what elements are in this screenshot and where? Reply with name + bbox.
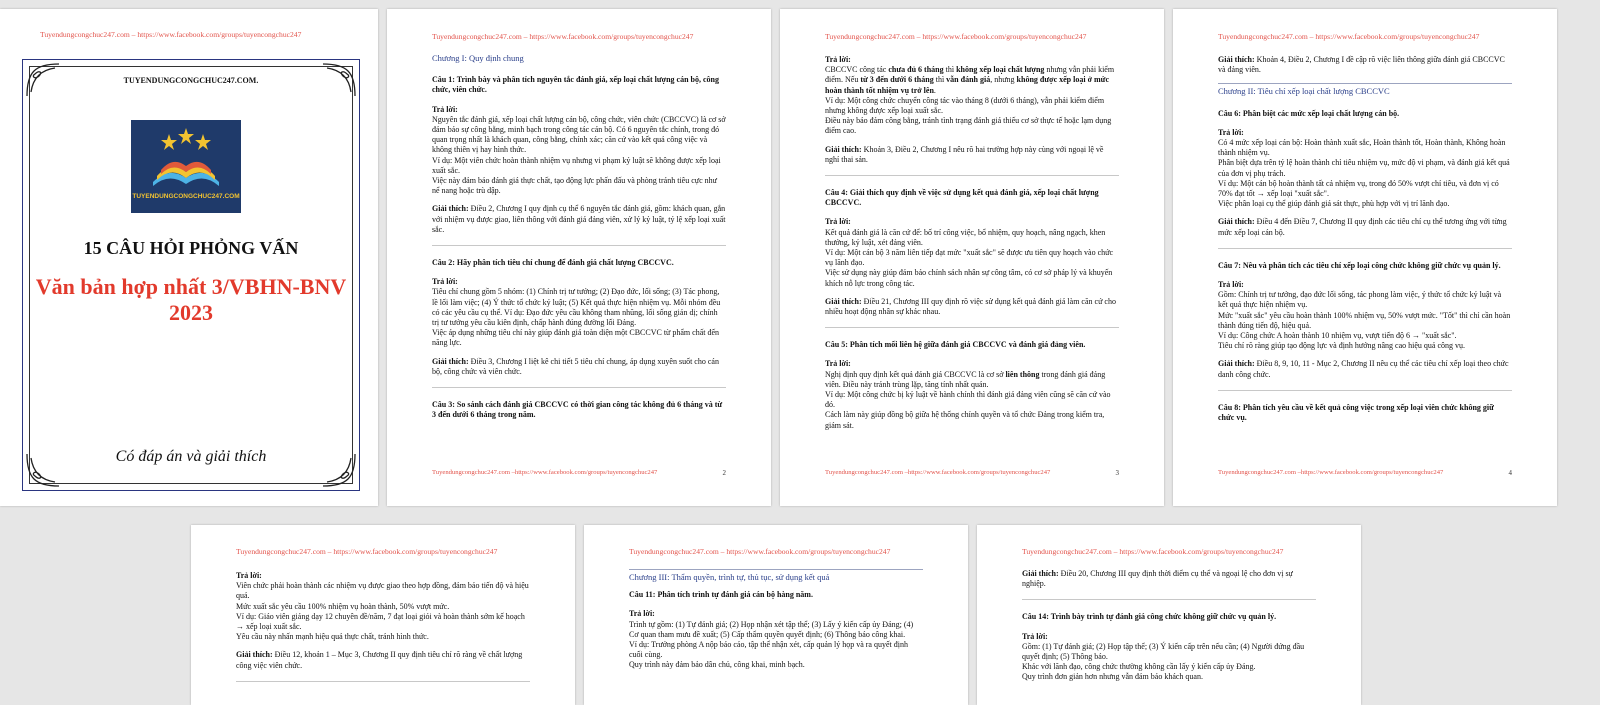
question-11: Câu 11: Phân tích trình tự đánh giá cán bộ hàng năm. <box>629 590 813 600</box>
explanation: Giải thích: Khoản 3, Điều 2, Chương I nêu rõ hai trường hợp này cùng với ngoại lệ về nghỉ thai sản. <box>825 144 1104 164</box>
answer-text: Nghị định quy định kết quả đánh giá CBCCVC là cơ sở liên thông trong đánh giá đảng viên. Điều này tránh trùng lặp, tăng tính nhất quán. Ví dụ: Một công chức bị kỷ luật về hành chính thì đánh giá đảng viên cũng sẽ căn cứ vào đó. Cách làm này giúp đồng bộ giữa hệ thống chính quyền và tổ chức Đảng trong kiểm tra, giám sát. <box>825 369 1111 430</box>
answer-text: Tiêu chí chung gồm 5 nhóm: (1) Chính trị tư tưởng; (2) Đạo đức, lối sống; (3) Tác phong, lề lối làm việc; (4) Ý thức tổ chức kỷ luật; (5) Kết quả thực hiện nhiệm vụ. Mỗi nhóm đều có các yêu cầu cụ thể. Ví dụ: Đạo đức yêu cầu không tham nhũng, lối sống giản dị; chính trị tư tưởng yêu cầu kiên định, chấp hành đúng đường lối Đảng. Việc áp dụng những tiêu chí này giúp đánh giá toàn diện một CBCCVC từ phẩm chất đến năng lực. <box>432 287 721 348</box>
cover-site-name: TUYENDUNGCONGCHUC247.COM. <box>123 76 259 85</box>
cover-title: 15 CÂU HỎI PHỎNG VẤN <box>83 238 299 258</box>
explanation: Giải thích: Điều 20, Chương III quy định thời điểm cụ thể và ngoại lệ cho đơn vị sự nghiệp. <box>1022 569 1293 589</box>
answer-label: Trả lời: <box>629 609 655 619</box>
answer-text: Nguyên tắc đánh giá, xếp loại chất lượng cán bộ, công chức, viên chức (CBCCVC) là cơ sở đảm bảo sự công bằng, minh bạch trong công tác cán bộ. Có 6 nguyên tắc chính, trong đó quan trọng nhất là khách quan, công bằng, chính xác; căn cứ vào kết quả công việc và không thiên vị hay hình thức. Ví dụ: Một viên chức hoàn thành nhiệm vụ nhưng vi phạm kỷ luật sẽ không được xếp loại xuất sắc. Việc này đảm bảo đánh giá thực chất, tạo động lực phấn đấu và phòng tránh tiêu cực như nể nang hoặc trù dập. <box>432 114 726 196</box>
page-body <box>825 55 1119 439</box>
answer-text: Kết quả đánh giá là căn cứ để: bố trí công việc, bổ nhiệm, quy hoạch, nâng ngạch, khen thưởng, kỷ luật, xét đảng viên. Ví dụ: Một cán bộ 3 năm liên tiếp đạt mức "xuất sắc" sẽ được ưu tiên quy hoạch vào chức vụ lãnh đạo. Việc sử dụng này giúp đảm bảo chính sách nhân sự công tâm, có cơ sở pháp lý và khuyến khích nỗ lực trong công tác. <box>825 227 1114 288</box>
explanation: Giải thích: Điều 2, Chương I quy định cụ thể 6 nguyên tắc đánh giá, gồm: khách quan, gắn với nhiệm vụ được giao, liên thông với đánh giá đảng viên, xử lý kỷ luật, tỷ lệ xếp loại xuất sắc. <box>432 204 726 234</box>
answer-label: Trả lời: <box>1218 127 1244 137</box>
document-page-3[interactable] <box>780 9 1164 506</box>
page-body <box>432 53 726 429</box>
answer-text: Có 4 mức xếp loại cán bộ: Hoàn thành xuất sắc, Hoàn thành tốt, Hoàn thành, Không hoàn thành nhiệm vụ. Phân biệt dựa trên tỷ lệ hoàn thành chỉ tiêu nhiệm vụ, mức độ vi phạm, và đánh giá kết quả của đơn vị phụ trách. Ví dụ: Một cán bộ hoàn thành tất cả nhiệm vụ, trong đó 50% vượt chỉ tiêu, và đơn vị có 70% đạt tốt → xếp loại "xuất sắc". Việc phân loại cụ thể giúp đánh giá sát thực, phù hợp với vị trí lãnh đạo. <box>1218 138 1510 209</box>
page-body <box>1022 569 1316 691</box>
question-2: Câu 2: Hãy phân tích tiêu chí chung để đánh giá chất lượng CBCCVC. <box>432 258 674 268</box>
divider <box>432 387 726 388</box>
document-page-2[interactable] <box>387 9 771 506</box>
page-header: Tuyendungcongchuc247.com – https://www.facebook.com/groups/tuyencongchuc247 <box>825 32 1087 41</box>
cover-tagline: Có đáp án và giải thích <box>115 448 267 465</box>
question-5: Câu 5: Phân tích mối liên hệ giữa đánh giá CBCCVC và đánh giá đảng viên. <box>825 340 1086 350</box>
document-page-5[interactable] <box>191 525 575 705</box>
page-number: 2 <box>722 469 726 477</box>
explanation: Giải thích: Điều 21, Chương III quy định rõ việc sử dụng kết quả đánh giá làm căn cứ cho nhiều hoạt động nhân sự khác nhau. <box>825 296 1116 317</box>
answer-label: Trả lời: <box>236 571 262 580</box>
page-body <box>236 571 530 694</box>
page-header: Tuyendungcongchuc247.com – https://www.facebook.com/groups/tuyencongchuc247 <box>40 30 302 39</box>
document-page-4[interactable] <box>1173 9 1557 506</box>
book-logo-icon <box>131 120 241 213</box>
answer-text: Gồm: Chính trị tư tưởng, đạo đức lối sống, tác phong làm việc, ý thức tổ chức kỷ luật và kết quả thực hiện nhiệm vụ. Mức "xuất sắc" yêu cầu hoàn thành 100% nhiệm vụ, 50% vượt mức. "Tốt" thì chỉ cần hoàn thành đúng tiến độ, hiệu quả. Ví dụ: Công chức A hoàn thành 10 nhiệm vụ, vượt tiến độ 6 → "xuất sắc". Tiêu chí rõ ràng giúp tạo động lực và định hướng nâng cao hiệu quả công vụ. <box>1218 290 1511 351</box>
answer-text: CBCCVC công tác chưa đủ 6 tháng thì không xếp loại chất lượng nhưng vẫn phải kiểm điểm. Nếu từ 3 đến dưới 6 tháng thì vẫn đánh giá, nhưng không được xếp loại ở mức hoàn thành tốt nhiệm vụ trở lên. Ví dụ: Một công chức chuyển công tác vào tháng 8 (dưới 6 tháng), vẫn phải kiểm điểm nhưng không được xếp loại xuất sắc. Điều này bảo đảm công bằng, tránh tình trạng đánh giá thiếu cơ sở thực tế hoặc lạm dụng điểm cao. <box>825 65 1115 136</box>
page-header: Tuyendungcongchuc247.com – https://www.facebook.com/groups/tuyencongchuc247 <box>236 547 498 556</box>
page-body <box>629 569 923 679</box>
divider <box>825 327 1119 328</box>
explanation: Giải thích: Điều 8, 9, 10, 11 - Mục 2, Chương II nêu cụ thể các tiêu chí xếp loại theo chức danh công chức. <box>1218 359 1509 379</box>
answer-text: Viên chức phải hoàn thành các nhiệm vụ được giao theo hợp đồng, đảm bảo tiến độ và hiệu quả. Mức xuất sắc yêu cầu 100% nhiệm vụ hoàn thành, 50% vượt mức. Ví dụ: Giáo viên giảng dạy 12 chuyên đề/năm, 7 đạt loại giỏi và hoàn thành sớm kế hoạch → xếp loại xuất sắc. Yêu cầu này nhấn mạnh hiệu quả thực chất, tránh hình thức. <box>236 581 529 642</box>
chapter-heading: Chương I: Quy định chung <box>432 53 524 63</box>
question-3: Câu 3: So sánh cách đánh giá CBCCVC có thời gian công tác không đủ 6 tháng và từ 3 đến dưới 6 tháng trong năm. <box>432 400 723 420</box>
question-7: Câu 7: Nêu và phân tích các tiêu chí xếp loại công chức không giữ chức vụ quản lý. <box>1218 260 1501 270</box>
page-header: Tuyendungcongchuc247.com – https://www.facebook.com/groups/tuyencongchuc247 <box>432 32 694 41</box>
answer-text: Gồm: (1) Tự đánh giá; (2) Họp tập thể; (3) Ý kiến cấp trên nếu cần; (4) Người đứng đầu quyết định; (5) Thông báo. Khác với lãnh đạo, công chức thường không cần lấy ý kiến cấp ủy Đảng. Quy trình đơn giản hơn nhưng vẫn đảm bảo khách quan. <box>1022 641 1305 682</box>
answer-label: Trả lời: <box>1022 631 1048 641</box>
explanation: Giải thích: Điều 3, Chương I liệt kê chi tiết 5 tiêu chí chung, áp dụng xuyên suốt cho cán bộ, công chức và viên chức. <box>432 356 719 376</box>
chapter-heading: Chương III: Thẩm quyền, trình tự, thủ tục, sử dụng kết quả <box>629 569 923 582</box>
page-number: 4 <box>1508 469 1512 477</box>
question-6: Câu 6: Phân biệt các mức xếp loại chất lượng cán bộ. <box>1218 108 1400 118</box>
question-4: Câu 4: Giải thích quy định về việc sử dụng kết quả đánh giá, xếp loại chất lượng CBCCVC. <box>825 188 1099 208</box>
explanation: Giải thích: Khoản 4, Điều 2, Chương I đề cập rõ việc liên thông giữa đánh giá CBCCVC và đảng viên. <box>1218 55 1505 75</box>
question-1: Câu 1: Trình bày và phân tích nguyên tắc đánh giá, xếp loại chất lượng cán bộ, công chức, viên chức. <box>432 75 719 95</box>
divider <box>236 681 530 682</box>
answer-label: Trả lời: <box>825 359 851 369</box>
divider <box>825 175 1119 176</box>
page-header: Tuyendungcongchuc247.com – https://www.facebook.com/groups/tuyencongchuc247 <box>629 547 891 556</box>
document-page-1[interactable] <box>0 9 378 506</box>
page-number: 3 <box>1115 469 1119 477</box>
answer-label: Trả lời: <box>825 217 851 227</box>
divider <box>432 245 726 246</box>
question-8: Câu 8: Phân tích yêu cầu về kết quả công việc trong xếp loại viên chức không giữ chức vụ. <box>1218 402 1494 423</box>
divider <box>1218 248 1512 249</box>
answer-label: Trả lời: <box>825 55 851 64</box>
answer-label: Trả lời: <box>432 277 458 287</box>
cover-subtitle: Văn bản hợp nhất 3/VBHN-BNV 2023 <box>35 274 347 325</box>
document-page-6[interactable] <box>584 525 968 705</box>
page-footer: Tuyendungcongchuc247.com –https://www.facebook.com/groups/tuyencongchuc247 2 <box>432 469 726 477</box>
page-footer: Tuyendungcongchuc247.com –https://www.facebook.com/groups/tuyencongchuc247 3 <box>825 469 1119 477</box>
divider <box>1022 599 1316 600</box>
cover-frame <box>22 59 360 491</box>
document-page-7[interactable] <box>977 525 1361 705</box>
page-header: Tuyendungcongchuc247.com – https://www.facebook.com/groups/tuyencongchuc247 <box>1218 32 1480 41</box>
answer-label: Trả lời: <box>1218 280 1244 290</box>
page-footer: Tuyendungcongchuc247.com –https://www.facebook.com/groups/tuyencongchuc247 4 <box>1218 469 1512 477</box>
explanation: Giải thích: Điều 12, khoản 1 – Mục 3, Chương II quy định tiêu chí rõ ràng về chất lượng công việc viên chức. <box>236 650 523 670</box>
explanation: Giải thích: Điều 4 đến Điều 7, Chương II quy định các tiêu chí cụ thể tương ứng với từng mức xếp loại cán bộ. <box>1218 217 1507 237</box>
page-body <box>1218 55 1512 432</box>
logo-text: TUYENDUNGCONGCHUC247.COM <box>132 193 240 200</box>
answer-label: Trả lời: <box>432 104 458 114</box>
divider <box>1218 390 1512 391</box>
page-header: Tuyendungcongchuc247.com – https://www.facebook.com/groups/tuyencongchuc247 <box>1022 547 1284 556</box>
chapter-heading: Chương II: Tiêu chí xếp loại chất lượng CBCCVC <box>1218 83 1512 96</box>
question-14: Câu 14: Trình bày trình tự đánh giá công chức không giữ chức vụ quản lý. <box>1022 612 1277 622</box>
answer-text: Trình tự gồm: (1) Tự đánh giá; (2) Họp nhận xét tập thể; (3) Lấy ý kiến cấp ủy Đảng; (4) Cơ quan tham mưu đề xuất; (5) Cấp thẩm quyền quyết định; (6) Thông báo công khai. Ví dụ: Trưởng phòng A nộp báo cáo, tập thể nhận xét, cấp quản lý họp và ra quyết định cuối cùng. Quy trình này đảm bảo dân chủ, công khai, minh bạch. <box>629 619 914 670</box>
